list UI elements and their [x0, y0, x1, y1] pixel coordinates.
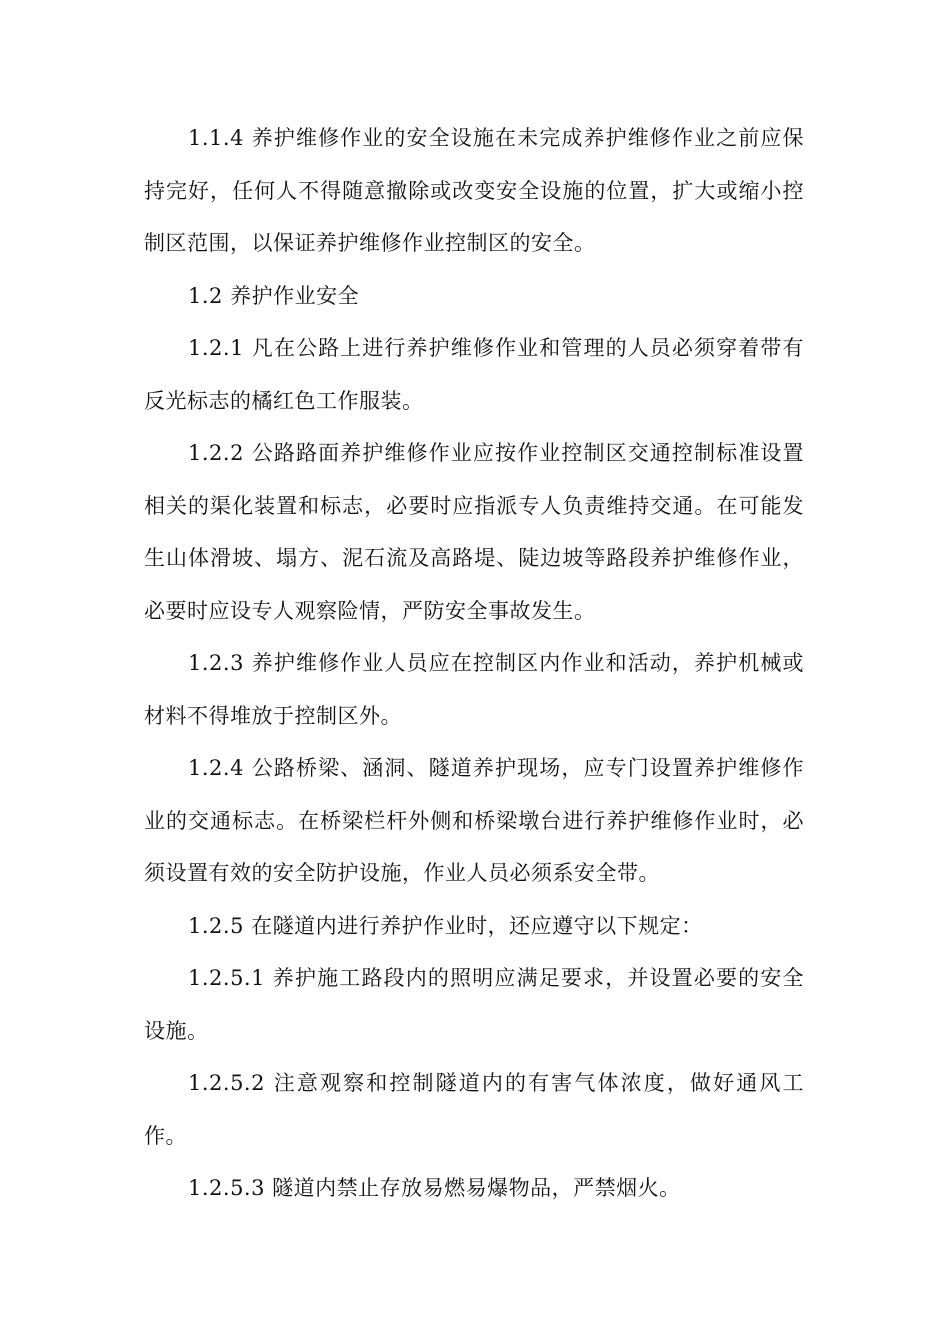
- paragraph-1-2-5: 1.2.5 在隧道内进行养护作业时，还应遵守以下规定：: [188, 913, 703, 938]
- paragraph-1-2-5-3: 1.2.5.3 隧道内禁止存放易燃易爆物品，严禁烟火。: [188, 1176, 681, 1200]
- paragraph-1-2-2: 1.2.2 公路路面养护维修作业应按作业控制区交通控制标准设置相关的渠化装置和标志，必要时应指派专人负责维持交通。在可能发生山体滑坡、塌方、泥石流及高路堤、陡边坡等路段养护维修作业，必要时应设专人观察险情，严防安全事故发生。: [144, 441, 804, 623]
- document-body: [144, 112, 804, 1215]
- section-heading-1-2: 1.2 养护作业安全: [188, 283, 360, 308]
- paragraph-1-2-5-1: 1.2.5.1 养护施工路段内的照明应满足要求，并设置必要的安全设施。: [144, 966, 804, 1043]
- paragraph-1-2-4: 1.2.4 公路桥梁、涵洞、隧道养护现场，应专门设置养护维修作业的交通标志。在桥梁栏杆外侧和桥梁墩台进行养护维修作业时，必须设置有效的安全防护设施，作业人员必须系安全带。: [144, 756, 804, 885]
- paragraph-1-2-3: 1.2.3 养护维修作业人员应在控制区内作业和活动，养护机械或材料不得堆放于控制区外。: [144, 651, 804, 728]
- paragraph-1-2-5-2: 1.2.5.2 注意观察和控制隧道内的有害气体浓度，做好通风工作。: [144, 1071, 804, 1148]
- paragraph-1-1-4: 1.1.4 养护维修作业的安全设施在未完成养护维修作业之前应保持完好，任何人不得随意撤除或改变安全设施的位置，扩大或缩小控制区范围，以保证养护维修作业控制区的安全。: [144, 126, 804, 255]
- paragraph-1-2-1: 1.2.1 凡在公路上进行养护维修作业和管理的人员必须穿着带有反光标志的橘红色工作服装。: [144, 336, 804, 413]
